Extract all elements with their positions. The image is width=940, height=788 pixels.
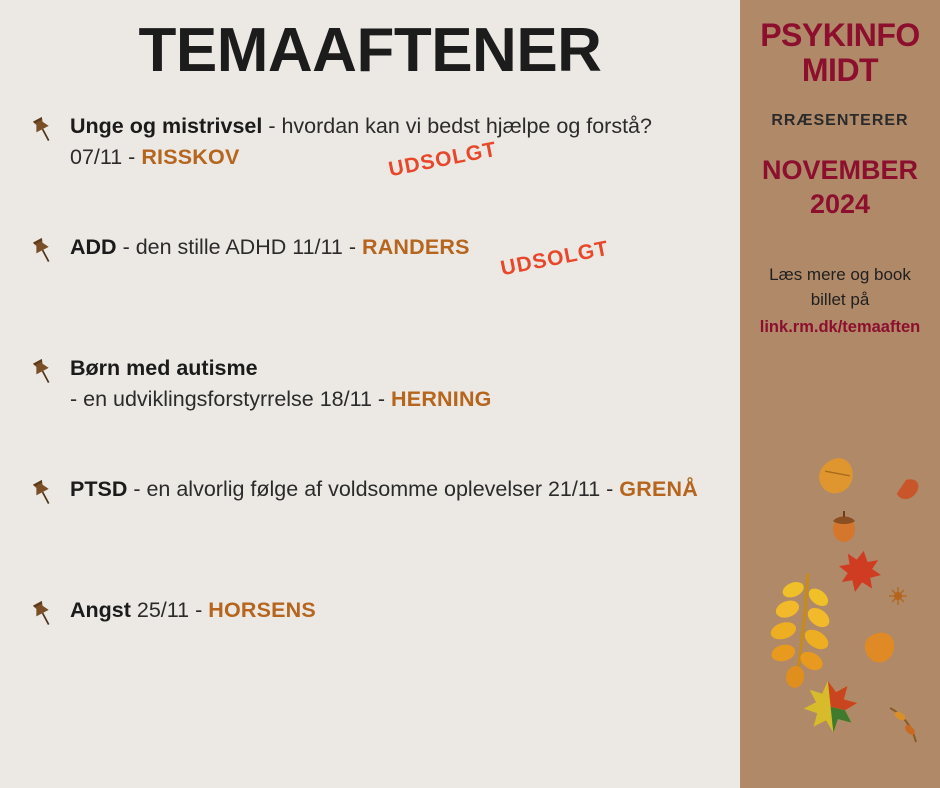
year-label: 2024 — [809, 189, 871, 220]
event-text — [70, 232, 611, 281]
event-description: - en alvorlig følge af voldsomme oplevelser 21/11 - — [127, 477, 620, 502]
event-location: RANDERS — [361, 235, 470, 260]
pushpin-icon — [26, 597, 60, 631]
event-title: Unge og mistrivsel — [70, 114, 263, 139]
event-location: HERNING — [391, 386, 492, 411]
pushpin-icon — [26, 113, 60, 147]
event-title: PTSD — [70, 477, 128, 502]
event-description: 25/11 - — [130, 598, 209, 623]
sidebar — [740, 0, 940, 788]
event-description: - en udviklingsforstyrrelse 18/11 - — [70, 386, 392, 411]
event-text — [70, 474, 698, 505]
brand-line-1: PSYKINFO — [760, 17, 920, 53]
list-item[interactable] — [26, 232, 720, 296]
pushpin-icon — [26, 355, 60, 389]
month-label: NOVEMBER — [761, 155, 918, 186]
booking-text: Læs mere og book billet på — [769, 264, 911, 310]
event-description: - den stille ADHD 11/11 - — [116, 235, 362, 260]
brand-line-2: MIDT — [801, 52, 879, 89]
autumn-leaves-decoration — [740, 458, 940, 788]
presents-label: RRÆSENTERER — [771, 112, 909, 130]
event-title: Børn med autisme — [70, 356, 258, 381]
month-year — [740, 154, 940, 222]
list-item[interactable] — [26, 474, 720, 538]
list-item[interactable] — [26, 353, 720, 417]
event-title: Angst — [70, 598, 131, 623]
brand-name — [740, 18, 940, 88]
event-text — [70, 595, 316, 626]
event-text — [70, 353, 492, 414]
list-item[interactable] — [26, 595, 720, 659]
list-item[interactable] — [26, 111, 720, 182]
event-description: - hvordan kan vi bedst hjælpe og forstå? 07/11 - — [70, 114, 652, 169]
booking-info — [740, 262, 940, 340]
status-badge: UDSOLGT — [498, 236, 611, 281]
status-badge: UDSOLGT — [386, 137, 499, 182]
event-location: HORSENS — [208, 598, 316, 623]
booking-link[interactable]: link.rm.dk/temaaften — [759, 317, 921, 336]
pushpin-icon — [26, 476, 60, 510]
event-list — [0, 111, 740, 659]
event-text — [70, 111, 710, 182]
pushpin-icon — [26, 234, 60, 268]
event-location: RISSKOV — [141, 144, 240, 169]
event-title: ADD — [70, 235, 117, 260]
page-title: TEMAAFTENER — [138, 16, 602, 85]
event-location: GRENÅ — [619, 477, 698, 502]
